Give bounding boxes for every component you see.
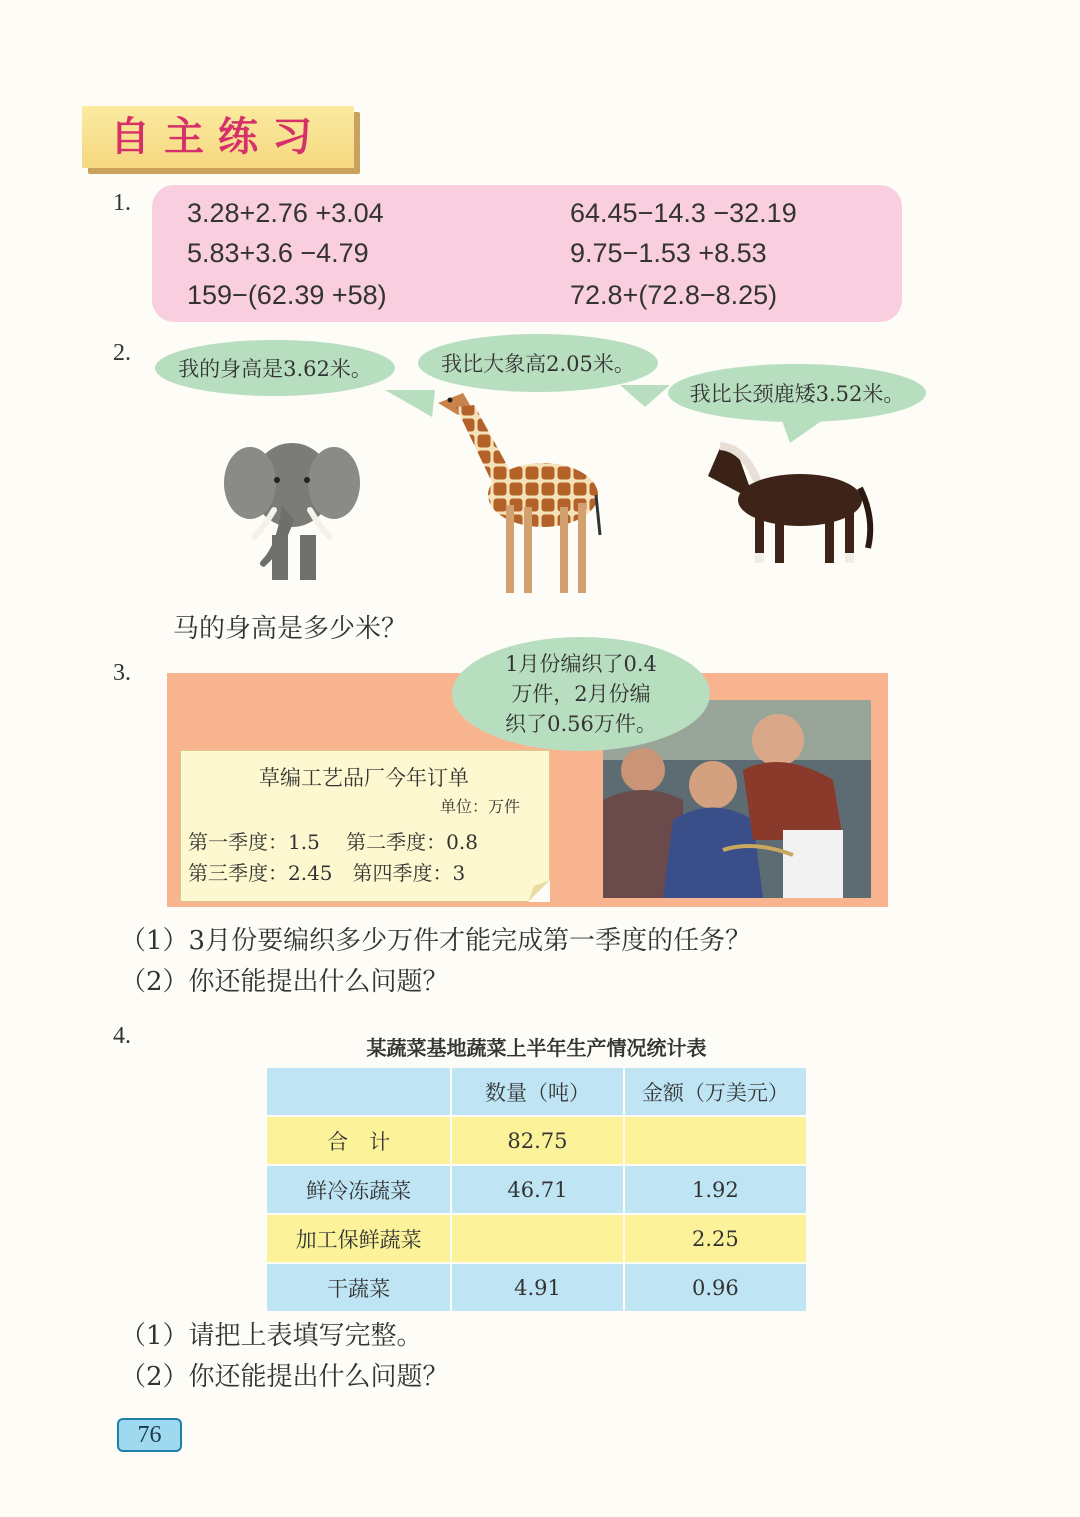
elephant-icon bbox=[222, 425, 362, 585]
horse-icon bbox=[700, 438, 875, 568]
q1-expr-right-2: 9.75−1.53 +8.53 bbox=[570, 238, 767, 268]
table-row bbox=[266, 1214, 807, 1263]
q3-subquestion-1: （1）3月份要编织多少万件才能完成第一季度的任务？ bbox=[120, 926, 752, 956]
table-cell: 46.71 bbox=[451, 1165, 623, 1214]
elephant-bubble-text: 我的身高是3.62米。 bbox=[178, 357, 372, 381]
q3-subquestion-2: （2）你还能提出什么问题？ bbox=[120, 967, 449, 997]
table-header-row bbox=[266, 1067, 807, 1116]
horse-speech-bubble bbox=[668, 364, 926, 422]
q1-expr-left-1: 3.28+2.76 +3.04 bbox=[187, 198, 384, 228]
q4-subquestion-2: （2）你还能提出什么问题？ bbox=[120, 1362, 449, 1392]
giraffe-speech-bubble bbox=[418, 334, 658, 392]
table-header-cell: 数量（吨） bbox=[451, 1067, 623, 1116]
order-card-unit: 单位：万件 bbox=[440, 797, 521, 816]
table-row bbox=[266, 1116, 807, 1165]
table-cell: 1.92 bbox=[624, 1165, 807, 1214]
table-header-cell: 金额（万美元） bbox=[624, 1067, 807, 1116]
q1-expr-right-1: 64.45−14.3 −32.19 bbox=[570, 198, 797, 228]
table-cell: 合 计 bbox=[266, 1116, 451, 1165]
table-cell: 4.91 bbox=[451, 1263, 623, 1312]
q1-expr-left-2: 5.83+3.6 −4.79 bbox=[187, 238, 369, 268]
q4-subquestion-1: （1）请把上表填写完整。 bbox=[120, 1321, 423, 1351]
section-title: 自主练习 bbox=[110, 114, 326, 160]
q3-bubble-line-3: 织了0.56万件。 bbox=[505, 712, 657, 736]
table-cell bbox=[624, 1116, 807, 1165]
q3-speech-bubble bbox=[452, 637, 710, 751]
table-cell: 加工保鲜蔬菜 bbox=[266, 1214, 451, 1263]
card-folded-corner-icon bbox=[528, 880, 550, 902]
order-card-row-2: 第三季度：2.45 第四季度：3 bbox=[188, 861, 466, 885]
q1-expr-left-3: 159−(62.39 +58) bbox=[187, 280, 387, 310]
question-1-number: 1. bbox=[113, 190, 131, 216]
order-card-row-1: 第一季度：1.5 第二季度：0.8 bbox=[188, 830, 478, 854]
table-cell bbox=[451, 1214, 623, 1263]
table-row bbox=[266, 1165, 807, 1214]
q2-question: 马的身高是多少米？ bbox=[173, 614, 408, 644]
giraffe-bubble-text: 我比大象高2.05米。 bbox=[441, 352, 635, 376]
q3-bubble-line-2: 万件，2月份编 bbox=[511, 682, 651, 706]
elephant-speech-bubble bbox=[155, 340, 395, 396]
q3-bubble-line-1: 1月份编织了0.4 bbox=[505, 652, 657, 676]
question-2-number: 2. bbox=[113, 340, 131, 366]
question-4-number: 4. bbox=[113, 1023, 131, 1049]
table-title: 某蔬菜基地蔬菜上半年生产情况统计表 bbox=[366, 1036, 707, 1060]
horse-bubble-text: 我比长颈鹿矮3.52米。 bbox=[689, 382, 905, 406]
vegetable-production-table bbox=[265, 1066, 808, 1313]
table-row bbox=[266, 1263, 807, 1312]
table-cell: 82.75 bbox=[451, 1116, 623, 1165]
giraffe-icon bbox=[428, 385, 603, 597]
table-cell: 干蔬菜 bbox=[266, 1263, 451, 1312]
order-card-title: 草编工艺品厂今年订单 bbox=[259, 766, 469, 790]
q1-expr-right-3: 72.8+(72.8−8.25) bbox=[570, 280, 778, 310]
question-3-number: 3. bbox=[113, 660, 131, 686]
table-header-cell bbox=[266, 1067, 451, 1116]
page-number: 76 bbox=[117, 1418, 182, 1452]
table-cell: 鲜冷冻蔬菜 bbox=[266, 1165, 451, 1214]
table-cell: 0.96 bbox=[624, 1263, 807, 1312]
table-cell: 2.25 bbox=[624, 1214, 807, 1263]
